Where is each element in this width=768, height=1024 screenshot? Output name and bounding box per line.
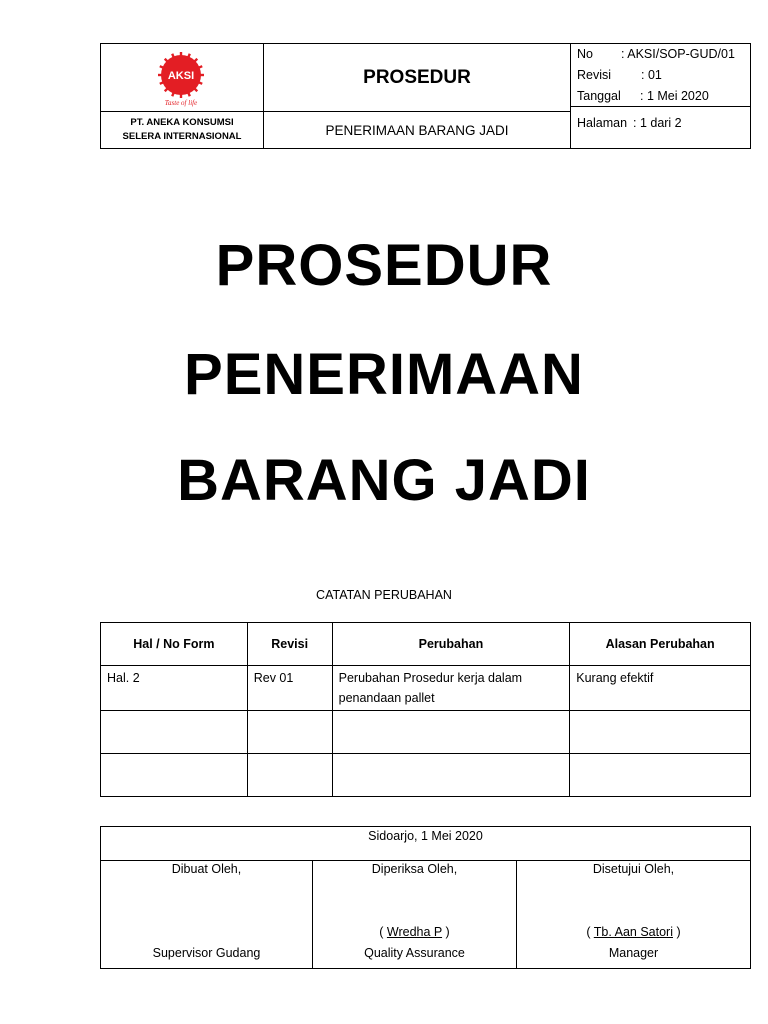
company-logo [153,51,209,107]
meta-date-value: : 1 Mei 2020 [640,89,709,103]
table-row [101,666,751,711]
approval-signatory-name: Wredha P [386,925,443,939]
approval-position: Manager [608,946,659,960]
table-cell [101,711,248,754]
company-name [101,111,263,148]
table-cell [332,754,570,797]
header-doc-subject: PENERIMAAN BARANG JADI [325,122,509,138]
meta-no-label: No [577,47,593,61]
approval-signatory: ( Tb. Aan Satori ) [586,925,681,939]
column-header: Perubahan [332,623,570,666]
column-header: Revisi [247,623,332,666]
table-cell [332,711,570,754]
table-header-row [101,623,751,666]
approval-block [100,826,751,969]
logo-tagline: Taste of life [164,99,198,107]
title-line-3: BARANG JADI [177,448,591,513]
title-line-2: PENERIMAAN [184,342,584,407]
approval-divider [101,860,750,861]
document-header [100,43,751,149]
table-cell: Perubahan Prosedur kerja dalam penandaan pallet [332,666,570,711]
table-cell [247,754,332,797]
change-log-table [100,622,751,797]
table-cell: Kurang efektif [570,666,751,711]
approval-signatory: ( Wredha P ) [379,925,450,939]
meta-no-value: : AKSI/SOP-GUD/01 [621,47,735,61]
approval-signatory-name: Tb. Aan Satori [593,925,673,939]
header-doc-type: PROSEDUR [363,66,471,88]
table-cell [247,711,332,754]
approval-role: Dibuat Oleh, [171,862,242,876]
approval-position: Supervisor Gudang [152,946,261,960]
title-line-1: PROSEDUR [215,233,553,298]
approval-role: Diperiksa Oleh, [371,862,458,876]
table-row [101,754,751,797]
meta-page-label: Halaman [577,116,628,130]
approval-place-date: Sidoarjo, 1 Mei 2020 [368,829,483,843]
table-cell: Rev 01 [247,666,332,711]
logo-text: AKSI [167,70,195,82]
column-header: Alasan Perubahan [570,623,751,666]
meta-revision-value: : 01 [641,68,662,82]
document-metadata [571,44,751,148]
meta-date-label: Tanggal [577,89,621,103]
company-name-line1: PT. ANEKA KONSUMSI [130,116,234,128]
table-cell: Hal. 2 [101,666,248,711]
table-cell [570,711,751,754]
company-name-line2: SELERA INTERNASIONAL [122,130,242,142]
change-log-heading: CATATAN PERUBAHAN [316,588,452,602]
meta-revision-label: Revisi [577,68,612,82]
meta-page-value: : 1 dari 2 [633,116,682,130]
table-cell [101,754,248,797]
table-row [101,711,751,754]
table-cell [570,754,751,797]
approval-position: Quality Assurance [364,946,465,960]
column-header: Hal / No Form [101,623,248,666]
approval-role: Disetujui Oleh, [592,862,675,876]
